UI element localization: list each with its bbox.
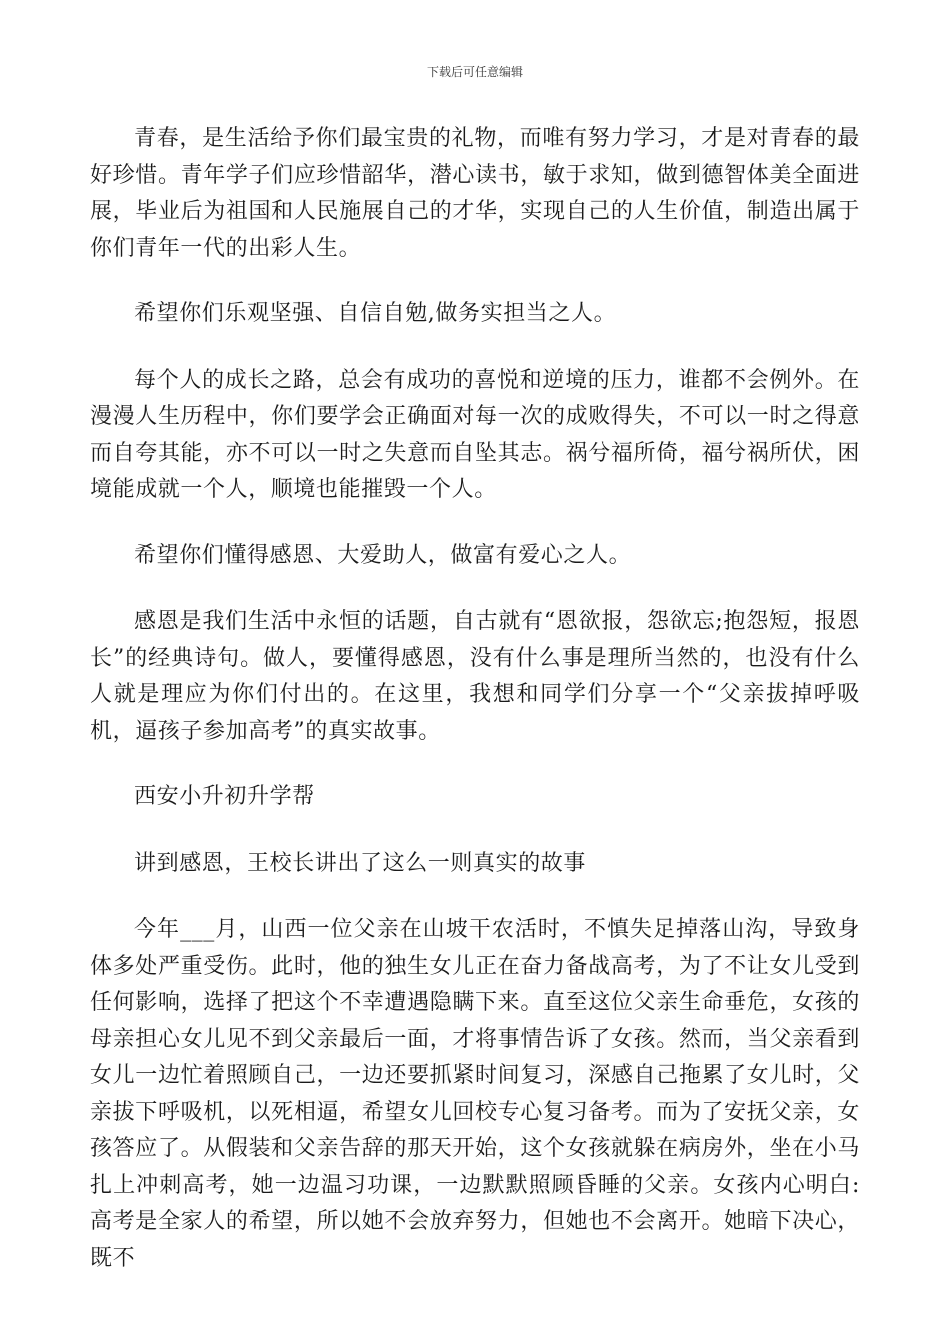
paragraph-gratitude: 感恩是我们生活中永恒的话题，自古就有“恩欲报，怨欲忘;抱怨短，报恩长”的经典诗句。做人，要懂得感恩，没有什么事是理所当然的，也没有什么人就是理应为你们付出的。在这里，我想和同学们分享一个“父亲拔掉呼吸机，逼孩子参加高考”的真实故事。 xyxy=(90,609,860,744)
paragraph-source-label: 西安小升初升学帮 xyxy=(134,784,315,809)
page-header: 下载后可任意编辑 xyxy=(426,65,523,79)
document-body xyxy=(90,121,860,1306)
paragraph-story-intro: 讲到感恩，王校长讲出了这么一则真实的故事 xyxy=(134,850,587,876)
paragraph-optimism-heading: 希望你们乐观坚强、自信自勉,做务实担当之人。 xyxy=(134,301,617,326)
paragraph-gratitude-heading: 希望你们懂得感恩、大爱助人，做富有爱心之人。 xyxy=(134,542,632,568)
paragraph-youth: 青春，是生活给予你们最宝贵的礼物，而唯有努力学习，才是对青春的最好珍惜。青年学子们应珍惜韶华，潜心读书，敏于求知，做到德智体美全面进展，毕业后为祖国和人民施展自己的才华，实现自己的人生价值，制造出属于你们青年一代的出彩人生。 xyxy=(90,126,860,261)
paragraph-story: 今年___月，山西一位父亲在山坡干农活时，不慎失足掉落山沟，导致身体多处严重受伤。此时，他的独生女儿正在奋力备战高考，为了不让女儿受到任何影响，选择了把这个不幸遭遇隐瞒下来。直至这位父亲生命垂危，女孩的母亲担心女儿见不到父亲最后一面，才将事情告诉了女孩。然而，当父亲看到女儿一边忙着照顾自己，一边还要抓紧时间复习，深感自己拖累了女儿时，父亲拔下呼吸机，以死相逼，希望女儿回校专心复习备考。而为了安抚父亲，女孩答应了。从假装和父亲告辞的那天开始，这个女孩就躲在病房外，坐在小马扎上冲刺高考，她一边温习功课，一边默默照顾昏睡的父亲。女孩内心明白:高考是全家人的希望，所以她不会放弃努力，但她也不会离开。她暗下决心，既不 xyxy=(90,917,860,1271)
paragraph-growth: 每个人的成长之路，总会有成功的喜悦和逆境的压力，谁都不会例外。在漫漫人生历程中，你们要学会正确面对每一次的成败得失，不可以一时之得意而自夸其能，亦不可以一时之失意而自坠其志。祸兮福所倚，福兮祸所伏，困境能成就一个人，顺境也能摧毁一个人。 xyxy=(90,367,860,502)
